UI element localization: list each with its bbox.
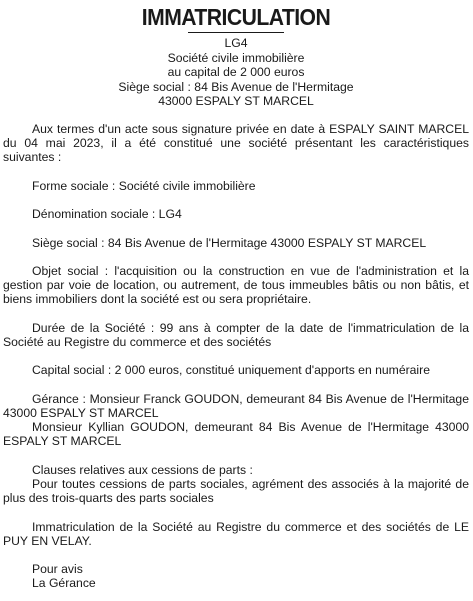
title-underline xyxy=(188,32,284,33)
clauses-title: Clauses relatives aux cessions de parts : xyxy=(32,462,253,477)
company-city: 43000 ESPALY ST MARCEL xyxy=(158,94,314,109)
duree-societe: Durée de la Société : 99 ans à compter de la date de l'immatriculation de la Société au Registre du commerce et des sociétés xyxy=(3,320,469,349)
gerance-2: Monsieur Kyllian GOUDON, demeurant 84 Bis Avenue de l'Hermitage 43000 ESPALY ST MARCEL xyxy=(3,420,469,449)
clauses-text: Pour toutes cessions de parts sociales, agrément des associés à la majorité de plus des trois-quarts des parts sociales xyxy=(3,476,469,506)
objet-social: Objet social : l'acquisition ou la construction en vue de l'administration et la gestion par voie de location, ou autrement, de tous immeubles bâtis ou non bâtis, et biens immobiliers dont la société est ou sera propriétaire. xyxy=(3,263,469,307)
notice-title: IMMATRICULATION xyxy=(141,4,331,30)
intro-paragraph: Aux termes d'un acte sous signature privée en date à ESPALY SAINT MARCEL du 04 mai 2023, il a été constitué une société présentant les caractéristiques suivantes : xyxy=(3,121,469,165)
company-header xyxy=(3,36,469,109)
company-type: Société civile immobilière xyxy=(167,50,305,65)
company-siege: Siège social : 84 Bis Avenue de l'Hermitage xyxy=(118,79,354,94)
capital-social: Capital social : 2 000 euros, constitué uniquement d'apports en numéraire xyxy=(32,363,430,378)
signature: La Gérance xyxy=(32,576,96,591)
company-name: LG4 xyxy=(224,36,248,50)
gerance-1: Gérance : Monsieur Franck GOUDON, demeurant 84 Bis Avenue de l'Hermitage 43000 ESPALY ST MARCEL xyxy=(3,391,469,420)
pour-avis: Pour avis xyxy=(32,562,83,577)
immatriculation-rcs: Immatriculation de la Société au Registre du commerce et des sociétés de LE PUY EN VELAY. xyxy=(3,519,469,548)
siege-social: Siège social : 84 Bis Avenue de l'Hermitage 43000 ESPALY ST MARCEL xyxy=(32,235,427,250)
forme-sociale: Forme sociale : Société civile immobilière xyxy=(32,178,256,193)
denomination-sociale: Dénomination sociale : LG4 xyxy=(32,207,182,222)
company-capital: au capital de 2 000 euros xyxy=(167,65,305,80)
